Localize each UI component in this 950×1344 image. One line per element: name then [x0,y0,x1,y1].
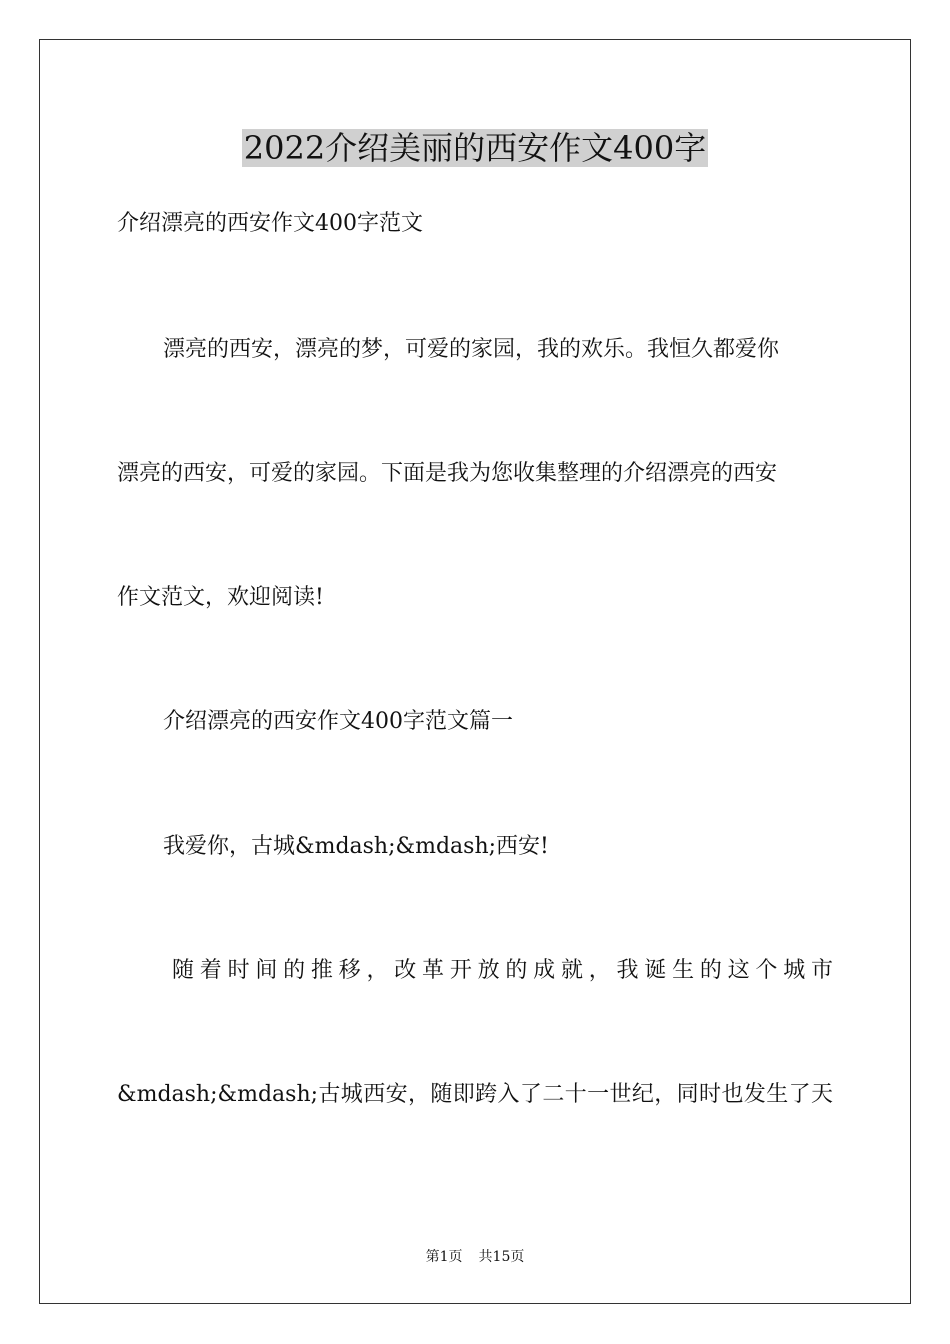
document-title-text: 2022介绍美丽的西安作文400字 [243,129,707,167]
text-line-paragraph-1-line-2: 漂亮的西安，可爱的家园。下面是我为您收集整理的介绍漂亮的西安 [117,461,778,486]
text-line-paragraph-3-line-2: &mdash;&mdash;古城西安，随即跨入了二十一世纪，同时也发生了天 [117,1082,833,1107]
page-footer [0,1247,950,1267]
page-total: 共15页 [478,1249,525,1265]
text-line-paragraph-2: 我爱你，古城&mdash;&mdash;西安! [163,834,549,859]
text-line-paragraph-1-line-3: 作文范文，欢迎阅读! [117,585,324,610]
text-line-paragraph-3-line-1: 随着时间的推移，改革开放的成就，我诞生的这个城市 [172,958,833,983]
section-heading: 介绍漂亮的西安作文400字范文篇一 [163,709,513,734]
text-line-subtitle: 介绍漂亮的西安作文400字范文 [117,211,423,236]
page-number: 第1页 [425,1249,463,1265]
text-line-paragraph-1-line-1: 漂亮的西安，漂亮的梦，可爱的家园，我的欢乐。我恒久都爱你 [163,337,780,362]
document-title [0,128,950,168]
